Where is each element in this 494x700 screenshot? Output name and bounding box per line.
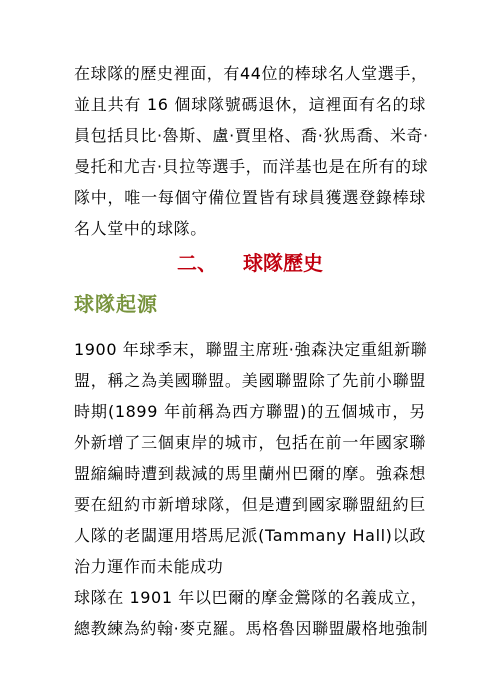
text-line: 球隊在 1901 年以巴爾的摩金鶯隊的名義成立， [74,588,428,607]
text-line: 總教練為約翰·麥克羅。馬格魯因聯盟嚴格地強制 [74,619,429,638]
subsection-heading: 球隊起源 [74,292,158,316]
section-number: 二、 [177,251,217,275]
text-line: 時期(1899 年前稱為西方聯盟)的五個城市，另 [74,402,426,421]
text-line: 名人堂中的球隊。 [74,219,207,238]
text-line: 在球隊的歷史裡面，有44位的棒球名人堂選手， [74,64,428,83]
text-line: 並且共有 16 個球隊號碼退休，這裡面有名的球 [74,95,426,114]
text-line: 員包括貝比·魯斯、盧·賈里格、喬·狄馬喬、米奇· [74,126,429,145]
text-line: 盟縮編時遭到裁減的馬里蘭州巴爾的摩。強森想 [74,464,426,483]
section-heading [74,250,426,276]
text-line: 人隊的老闆運用塔馬尼派(Tammany Hall)以政 [74,526,426,545]
text-line: 曼托和尤吉·貝拉等選手，而洋基也是在所有的球 [74,157,429,176]
section-title: 球隊歷史 [243,251,323,275]
text-line: 治力運作而未能成功 [74,557,224,576]
text-line: 要在紐約市新增球隊，但是遭到國家聯盟紐約巨 [74,495,426,514]
text-line: 盟，稱之為美國聯盟。美國聯盟除了先前小聯盟 [74,371,426,390]
text-line: 隊中，唯一每個守備位置皆有球員獲選登錄棒球 [74,188,426,207]
text-line: 1900 年球季末，聯盟主席班·強森決定重組新聯 [74,340,428,359]
text-line: 外新增了三個東岸的城市，包括在前一年國家聯 [74,433,426,452]
